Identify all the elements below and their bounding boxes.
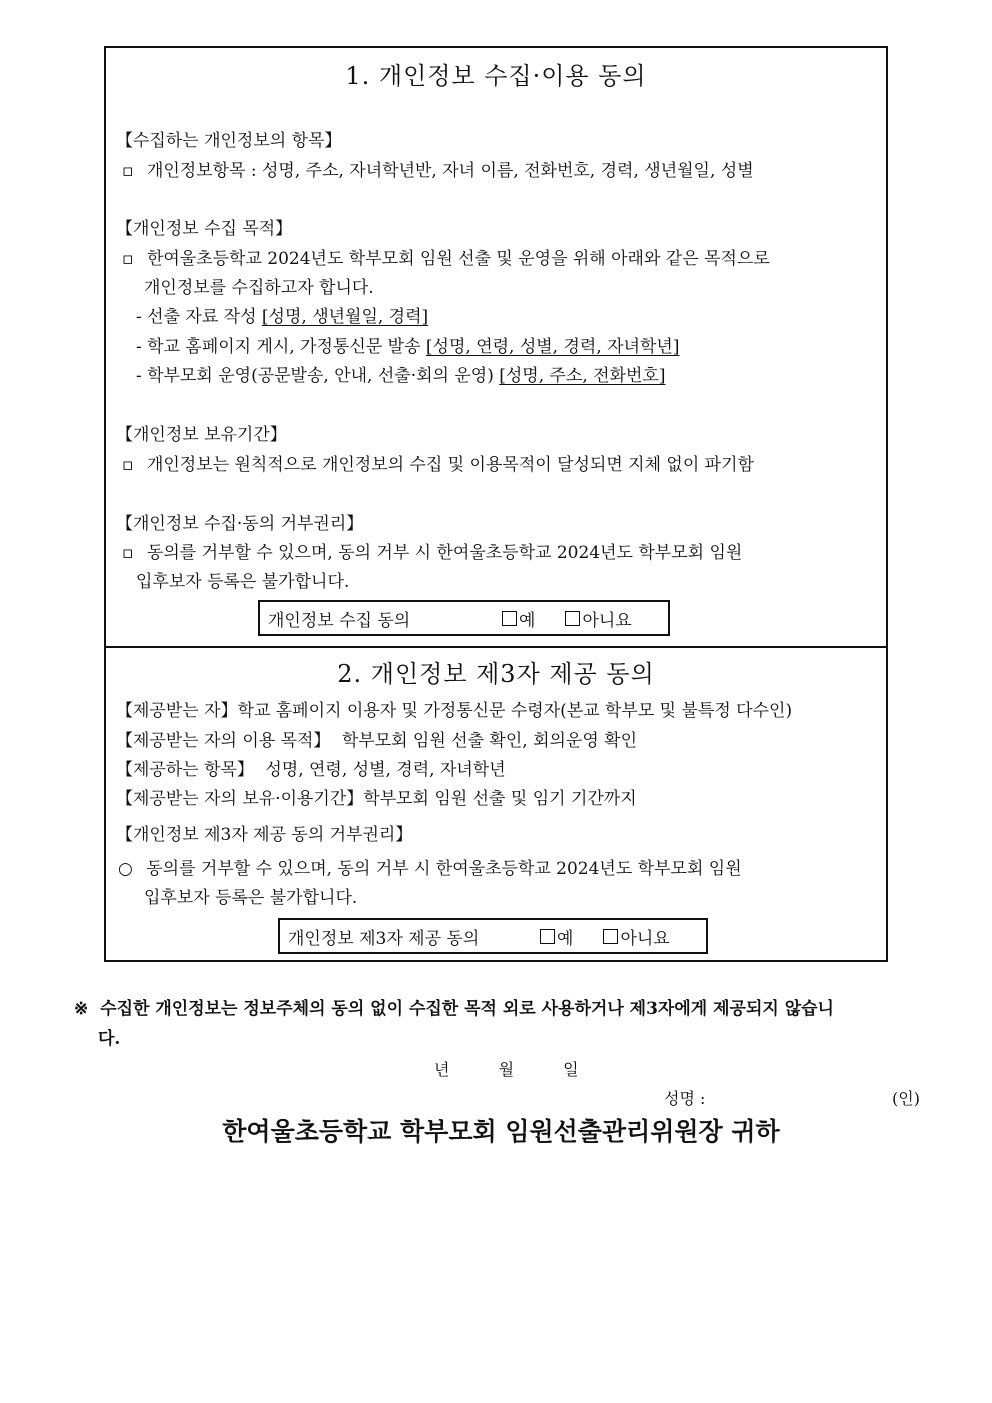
recipient-value: 학교 홈페이지 이용자 및 가정통신문 수령자(본교 학부모 및 불특정 다수인) xyxy=(237,701,793,721)
date-month-label: 월 xyxy=(498,1060,515,1079)
reference-mark-icon: ※ xyxy=(74,999,89,1019)
provided-items-value: 성명, 연령, 성별, 경력, 자녀학년 xyxy=(265,760,506,780)
purpose-item: - 선출 자료 작성 [성명, 생년월일, 경력] xyxy=(136,307,429,327)
section1-title: 1. 개인정보 수집·이용 동의 xyxy=(345,62,647,90)
recipient-purpose-value: 학부모회 임원 선출 확인, 회의운영 확인 xyxy=(341,731,638,751)
purpose-item: - 학부모회 운영(공문발송, 안내, 선출·회의 운영) [성명, 주소, 전화번호] xyxy=(136,366,666,386)
square-bullet-icon: ▫ xyxy=(122,249,134,269)
square-bullet-icon: ▫ xyxy=(122,455,134,475)
retention-period-value: 학부모회 임원 선출 및 임기 기간까지 xyxy=(363,789,637,809)
square-bullet-icon: ▫ xyxy=(122,543,134,563)
addressee: 한여울초등학교 학부모회 임원선출관리위원장 귀하 xyxy=(222,1117,780,1146)
purpose-item: - 학교 홈페이지 게시, 가정통신문 발송 [성명, 연령, 성별, 경력, 자녀학년] xyxy=(136,337,680,357)
purpose-line-1 xyxy=(122,244,770,269)
square-bullet-icon: ▫ xyxy=(122,161,134,181)
collection-consent-yes-option[interactable]: 예 xyxy=(502,606,535,631)
date-year-label: 년 xyxy=(434,1060,450,1079)
signature-label: 성명 : xyxy=(664,1089,706,1108)
seal-label: (인) xyxy=(892,1089,920,1108)
recipient-purpose-label: 【제공받는 자의 이용 목적】 xyxy=(116,731,331,751)
section-divider xyxy=(106,646,886,648)
third-party-consent-yes-option[interactable]: 예 xyxy=(540,924,573,949)
checkbox-icon[interactable] xyxy=(502,611,517,626)
retention-period-row xyxy=(116,784,637,809)
third-party-consent-label: 개인정보 제3자 제공 동의 xyxy=(288,928,480,949)
third-party-consent-no-option[interactable]: 아니요 xyxy=(603,924,669,949)
purpose-item-fields: [성명, 연령, 성별, 경력, 자녀학년] xyxy=(425,337,680,357)
refusal-line-1 xyxy=(122,538,742,563)
retention-text: 개인정보는 원칙적으로 개인정보의 수집 및 이용목적이 달성되면 지체 없이 파기함 xyxy=(146,455,754,475)
items-text: 개인정보항목 : 성명, 주소, 자녀학년반, 자녀 이름, 전화번호, 경력, 생년월일, 성별 xyxy=(146,161,754,181)
checkbox-icon[interactable] xyxy=(540,929,555,944)
provided-items-row xyxy=(116,755,506,780)
collection-consent-no-option[interactable]: 아니요 xyxy=(565,606,631,631)
date-line xyxy=(434,1057,579,1080)
third-party-refusal-line-1 xyxy=(118,854,742,879)
refusal-text-2: 입후보자 등록은 불가합니다. xyxy=(136,572,350,592)
section2-title: 2. 개인정보 제3자 제공 동의 xyxy=(337,660,655,688)
refusal-text-1: 동의를 거부할 수 있으며, 동의 거부 시 한여울초등학교 2024년도 학부모회 임원 xyxy=(146,543,743,563)
retention-heading: 【개인정보 보유기간】 xyxy=(116,425,287,445)
purpose-text-1: 한여울초등학교 2024년도 학부모회 임원 선출 및 운영을 위해 아래와 같은 목적으로 xyxy=(146,249,770,269)
checkbox-icon[interactable] xyxy=(565,611,580,626)
third-party-refusal-text-1: 동의를 거부할 수 있으며, 동의 거부 시 한여울초등학교 2024년도 학부모회 임원 xyxy=(146,859,742,879)
recipient-label: 【제공받는 자】 xyxy=(116,701,238,721)
circle-bullet-icon: ○ xyxy=(118,859,133,879)
purpose-item-fields: [성명, 주소, 전화번호] xyxy=(499,366,666,386)
purpose-item-fields: [성명, 생년월일, 경력] xyxy=(261,307,429,327)
provided-items-label: 【제공하는 항목】 xyxy=(116,760,254,780)
consent-form-frame xyxy=(104,46,888,962)
date-day-label: 일 xyxy=(563,1060,579,1079)
checkbox-icon[interactable] xyxy=(603,929,618,944)
collection-consent-label: 개인정보 수집 동의 xyxy=(268,610,411,631)
third-party-consent-box xyxy=(278,918,708,954)
refusal-heading: 【개인정보 수집·동의 거부권리】 xyxy=(116,514,364,534)
items-line xyxy=(122,156,754,181)
items-heading: 【수집하는 개인정보의 항목】 xyxy=(116,131,342,151)
recipient-row xyxy=(116,696,792,721)
recipient-purpose-row xyxy=(116,726,637,751)
retention-period-label: 【제공받는 자의 보유·이용기간】 xyxy=(116,789,364,809)
third-party-refusal-heading: 【개인정보 제3자 제공 동의 거부권리】 xyxy=(116,825,413,845)
third-party-refusal-text-2: 입후보자 등록은 불가합니다. xyxy=(144,888,358,908)
purpose-heading: 【개인정보 수집 목적】 xyxy=(116,219,293,239)
retention-line xyxy=(122,450,754,475)
privacy-note-text-2: 다. xyxy=(98,1029,121,1049)
privacy-note-text-1: 수집한 개인정보는 정보주체의 동의 없이 수집한 목적 외로 사용하거나 제3자에게 제공되지 않습니 xyxy=(100,999,834,1019)
purpose-text-2: 개인정보를 수집하고자 합니다. xyxy=(144,278,374,298)
privacy-note xyxy=(74,994,834,1019)
collection-consent-box xyxy=(258,600,670,636)
